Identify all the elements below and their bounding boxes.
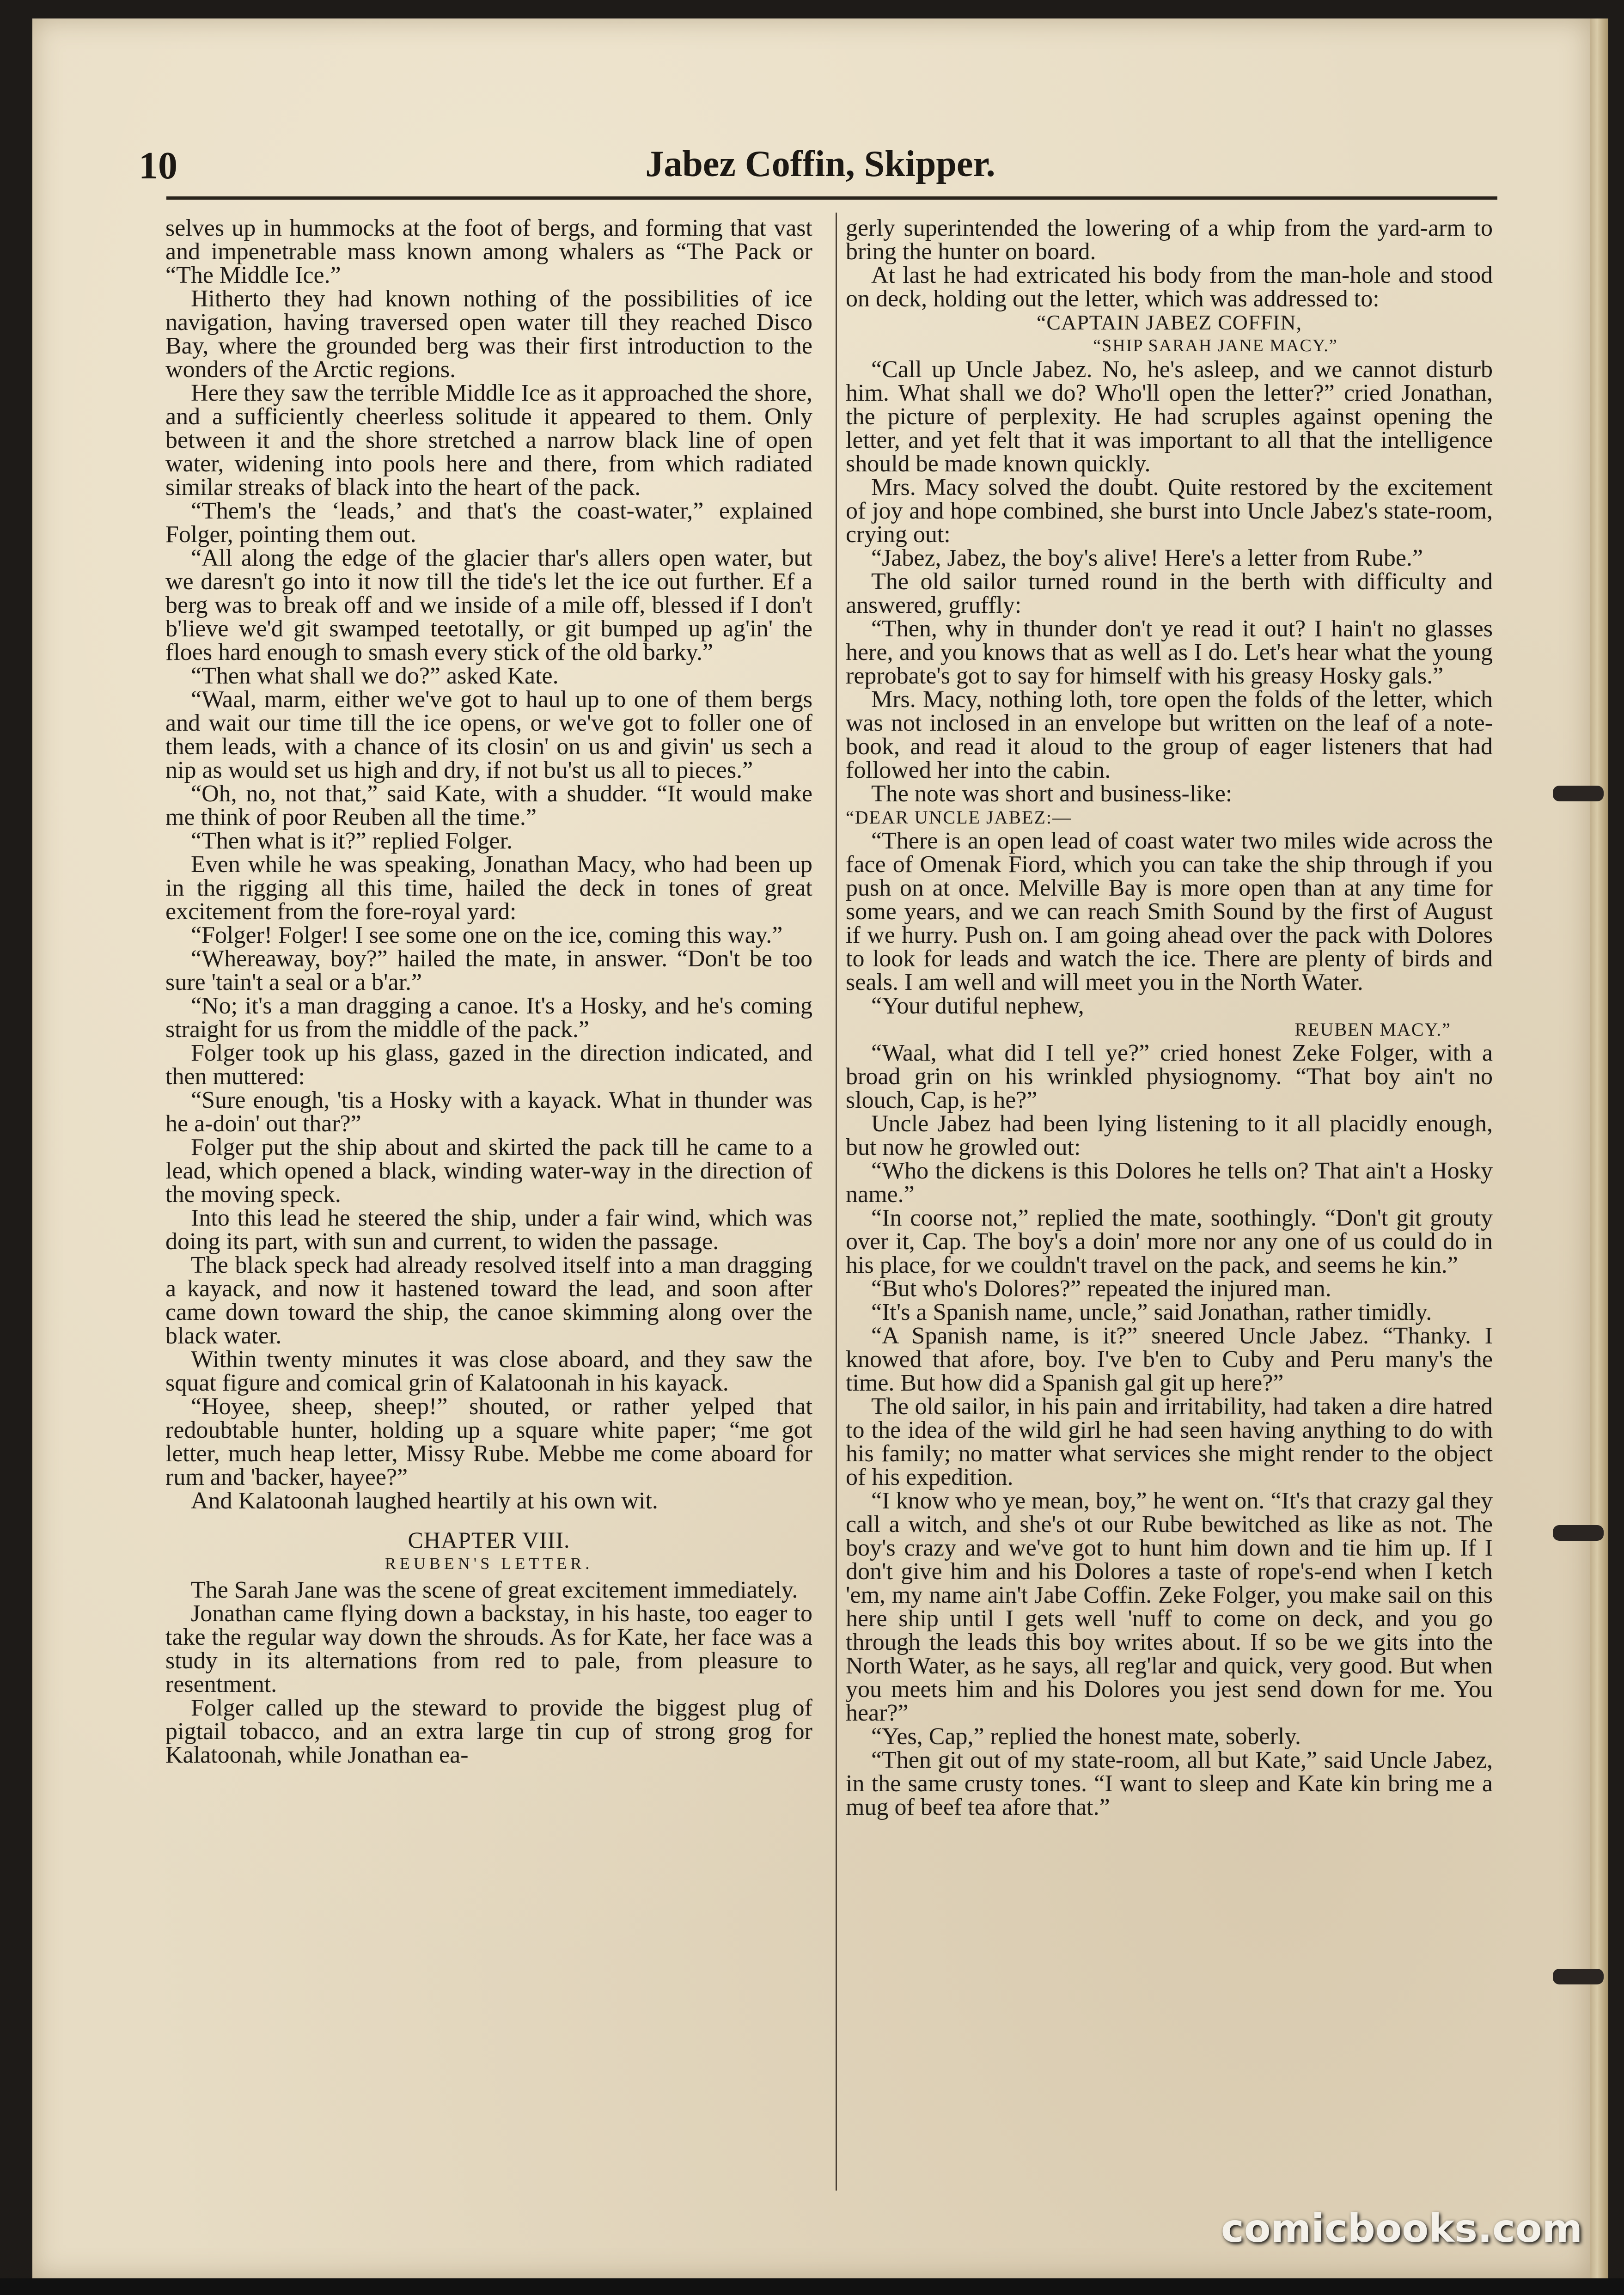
- paragraph: “Then, why in thunder don't ye read it out? I hain't no glasses here, and you knows that as well as I do. Let's hear what the young reprobate's got to say for himself with his greasy Hosky gals.”: [846, 616, 1493, 689]
- paragraph: “Them's the ‘leads,’ and that's the coast-water,” explained Folger, pointing them out.: [165, 498, 812, 548]
- letter-address-line: “CAPTAIN JABEZ COFFIN,: [1036, 311, 1302, 334]
- paragraph: Mrs. Macy, nothing loth, tore open the folds of the letter, which was not inclosed in an envelope but written on the leaf of a note-book, and read it aloud to the group of eager listeners that had followed her into the cabin.: [846, 686, 1493, 783]
- paragraph: The note was short and business-like:: [871, 781, 1233, 807]
- paragraph: “Oh, no, not that,” said Kate, with a shudder. “It would make me think of poor Reuben all the time.”: [165, 781, 812, 830]
- paragraph: “I know who ye mean, boy,” he went on. “It's that crazy gal they call a witch, and she's ot our Rube bewitched as like as not. The boy's crazy and we've got to hunt him down and tie him up. If I don't give him and his Dolores a taste of rope's-end when I ketch 'em, my name ain't Jabe Coffin. Zeke Folger, you make sail on this here ship until I gets well 'nuff to come on deck, and you go through the leads this boy writes about. If so be we gits into the North Water, as he says, all reg'lar and quick, very good. But when you meets him and his Dolores you jest send down for me. You hear?”: [846, 1488, 1493, 1726]
- paragraph: Into this lead he steered the ship, under a fair wind, which was doing its part, with sun and current, to widen the passage.: [165, 1205, 812, 1255]
- chapter-heading: CHAPTER VIII.: [408, 1527, 570, 1553]
- left-column: [165, 216, 812, 2203]
- paragraph: “But who's Dolores?” repeated the injured man.: [871, 1276, 1331, 1302]
- paragraph: “Then what shall we do?” asked Kate.: [191, 663, 559, 689]
- site-watermark: comicbooks.com: [1221, 2206, 1582, 2251]
- paragraph: “Sure enough, 'tis a Hosky with a kayack. What in thunder was he a-doin' out thar?”: [165, 1087, 812, 1137]
- paragraph: Hitherto they had known nothing of the possibilities of ice navigation, having traversed open water till they reached Disco Bay, where the grounded berg was their first introduction to the wonders of the Arctic regions.: [165, 286, 812, 383]
- letter-closing: “Your dutiful nephew,: [871, 993, 1084, 1019]
- page-header: [139, 139, 1502, 189]
- paragraph: “Whereaway, boy?” hailed the mate, in answer. “Don't be too sure 'tain't a seal or a b'ar.”: [165, 946, 812, 995]
- paragraph: “It's a Spanish name, uncle,” said Jonathan, rather timidly.: [871, 1299, 1432, 1325]
- paragraph: “Jabez, Jabez, the boy's alive! Here's a letter from Rube.”: [871, 545, 1423, 571]
- paragraph: “Folger! Folger! I see some one on the ice, coming this way.”: [191, 922, 783, 948]
- paragraph: “Call up Uncle Jabez. No, he's asleep, and we cannot disturb him. What shall we do? Who'll open the letter?” cried Jonathan, the picture of perplexity. He had scruples against opening the letter, and yet felt that it was important to all that the intelligence should be made known quickly.: [846, 356, 1493, 477]
- letter-salutation: “DEAR UNCLE JABEZ:—: [846, 807, 1072, 828]
- letter-body: “There is an open lead of coast water two miles wide across the face of Omenak Fiord, which you can take the ship through if you push on at once. Melville Bay is more open than at any time for some years, and we can reach Smith Sound by the first of August if we hurry. Push on. I am going ahead over the pack with Dolores to look for leads and watch the ice. There are plenty of birds and seals. I am well and will meet you in the North Water.: [846, 828, 1493, 995]
- column-divider: [836, 213, 837, 2191]
- page-spine: [1590, 18, 1608, 2278]
- staple: [1553, 1525, 1604, 1541]
- paragraph: Uncle Jabez had been lying listening to it all placidly enough, but now he growled out:: [846, 1111, 1493, 1160]
- paragraph: The black speck had already resolved itself into a man dragging a kayack, and now it hastened toward the lead, and soon after came down toward the ship, the canoe skimming along over the black water.: [165, 1252, 812, 1349]
- paragraph: Here they saw the terrible Middle Ice as it approached the shore, and a sufficiently cheerless solitude it appeared to them. Only between it and the shore stretched a narrow black line of open water, widening into pools here and there, from which radiated similar streaks of black into the heart of the pack.: [165, 380, 812, 501]
- paragraph: “A Spanish name, is it?” sneered Uncle Jabez. “Thanky. I knowed that afore, boy. I've b'en to Cuby and Peru many's the time. But how did a Spanish gal git up here?”: [846, 1323, 1493, 1396]
- paragraph: “Waal, what did I tell ye?” cried honest Zeke Folger, with a broad grin on his wrinkled physiognomy. “That boy ain't no slouch, Cap, is he?”: [846, 1040, 1493, 1113]
- page-number: 10: [139, 144, 177, 187]
- paragraph: Mrs. Macy solved the doubt. Quite restored by the excitement of joy and hope combined, she burst into Uncle Jabez's state-room, crying out:: [846, 474, 1493, 548]
- paragraph: “No; it's a man dragging a canoe. It's a Hosky, and he's coming straight for us from the middle of the pack.”: [165, 993, 812, 1043]
- header-rule: [166, 196, 1497, 200]
- paragraph: Even while he was speaking, Jonathan Macy, who had been up in the rigging all this time, hailed the deck in tones of great excitement from the fore-royal yard:: [165, 851, 812, 925]
- running-title: Jabez Coffin, Skipper.: [645, 144, 995, 184]
- letter-address-line: “SHIP SARAH JANE MACY.”: [1093, 336, 1338, 355]
- paragraph: “Who the dickens is this Dolores he tells on? That ain't a Hosky name.”: [846, 1158, 1493, 1208]
- scan-border: [0, 2278, 1624, 2295]
- staple: [1553, 1969, 1604, 1984]
- paragraph: The old sailor, in his pain and irritability, had taken a dire hatred to the idea of the wild girl he had seen having anything to do with his family; no matter what services she might render to the object of his expedition.: [846, 1393, 1493, 1490]
- paragraph: “All along the edge of the glacier thar's allers open water, but we daresn't go into it now till the tide's let the ice out further. Ef a berg was to break off and we inside of a mile off, blessed if I don't b'lieve we'd git swamped teetotally, or git bumped up ag'in' the floes hard enough to smash every stick of the old barky.”: [165, 545, 812, 665]
- paragraph: “Waal, marm, either we've got to haul up to one of them bergs and wait our time till the ice opens, or we've got to foller one of them leads, with a chance of its closin' on us and givin' us sech a nip as would set us high and dry, if not bu'st us all to pieces.”: [165, 686, 812, 783]
- letter-signature: REUBEN MACY.”: [1294, 1019, 1451, 1040]
- paragraph: Folger called up the steward to provide the biggest plug of pigtail tobacco, and an extra large tin cup of strong grog for Kalatoonah, while Jonathan ea-: [165, 1695, 812, 1768]
- paragraph: Folger put the ship about and skirted the pack till he came to a lead, which opened a black, winding water-way in the direction of the moving speck.: [165, 1134, 812, 1208]
- paragraph: “Hoyee, sheep, sheep!” shouted, or rather yelped that redoubtable hunter, holding up a square white paper; “me got letter, much heap letter, Missy Rube. Mebbe me come aboard for rum and 'backer, hayee?”: [165, 1393, 812, 1490]
- paragraph: “In coorse not,” replied the mate, soothingly. “Don't git grouty over it, Cap. The boy's a doin' more nor any one of us could do in his place, for we couldn't travel on the pack, and seems he kin.”: [846, 1205, 1493, 1278]
- paragraph: And Kalatoonah laughed heartily at his own wit.: [191, 1488, 658, 1514]
- paragraph: The Sarah Jane was the scene of great excitement immediately.: [191, 1577, 798, 1603]
- paragraph: “Yes, Cap,” replied the honest mate, soberly.: [871, 1723, 1301, 1750]
- paragraph: Folger took up his glass, gazed in the direction indicated, and then muttered:: [165, 1040, 812, 1090]
- paragraph: “Then git out of my state-room, all but Kate,” said Uncle Jabez, in the same crusty tones. “I want to sleep and Kate kin bring me a mug of beef tea afore that.”: [846, 1747, 1493, 1820]
- paragraph: Jonathan came flying down a backstay, in his haste, too eager to take the regular way down the shrouds. As for Kate, her face was a study in its alternations from red to pale, from pleasure to resentment.: [165, 1600, 812, 1697]
- right-column: [846, 216, 1493, 2203]
- paragraph: selves up in hummocks at the foot of bergs, and forming that vast and impenetrable mass known among whalers as “The Pack or “The Middle Ice.”: [165, 216, 812, 288]
- paragraph: At last he had extricated his body from the man-hole and stood on deck, holding out the letter, which was addressed to:: [846, 262, 1493, 312]
- staple: [1553, 786, 1604, 801]
- chapter-subheading: REUBEN'S LETTER.: [385, 1554, 593, 1573]
- paragraph: Within twenty minutes it was close aboard, and they saw the squat figure and comical grin of Kalatoonah in his kayack.: [165, 1346, 812, 1396]
- paragraph: “Then what is it?” replied Folger.: [191, 828, 513, 854]
- paragraph: The old sailor turned round in the berth with difficulty and answered, gruffly:: [846, 568, 1493, 618]
- paragraph: gerly superintended the lowering of a whip from the yard-arm to bring the hunter on board.: [846, 216, 1493, 265]
